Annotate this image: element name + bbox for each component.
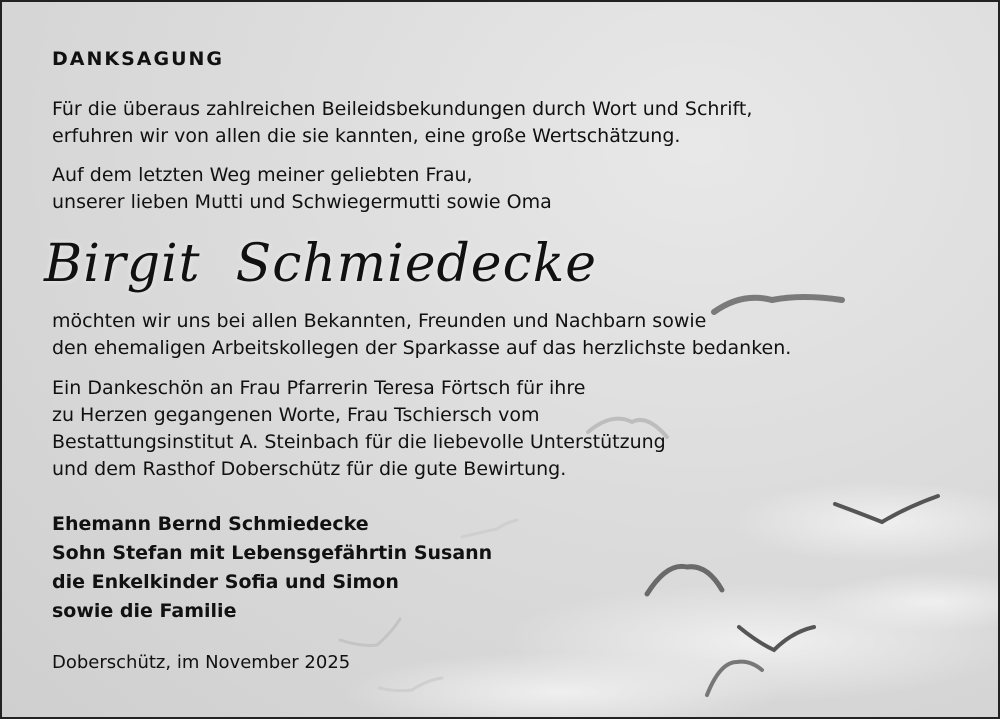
thanks-line: möchten wir uns bei allen Bekannten, Freunden und Nachbarn sowie (52, 310, 707, 332)
intro-line: Für die überaus zahlreichen Beileidsbekundungen durch Wort und Schrift, (52, 98, 753, 120)
mourner-line: sowie die Familie (52, 600, 237, 622)
thanks-paragraph (52, 308, 791, 362)
deceased-name: Birgit Schmiedecke (44, 234, 597, 294)
mourner-line: die Enkelkinder Sofia und Simon (52, 571, 399, 593)
heading: DANKSAGUNG (52, 48, 225, 70)
intro-line: erfuhren wir von allen die sie kannten, eine große Wertschätzung. (52, 125, 681, 147)
place-date: Doberschütz, im November 2025 (52, 652, 351, 673)
relation-paragraph (52, 162, 552, 216)
special-thanks-line: Bestattungsinstitut A. Steinbach für die liebevolle Unterstützung (52, 431, 666, 453)
intro-paragraph (52, 96, 752, 150)
thanks-line: den ehemaligen Arbeitskollegen der Sparkasse auf das herzlichste bedanken. (52, 337, 792, 359)
special-thanks-line: zu Herzen gegangenen Worte, Frau Tschiersch vom (52, 404, 540, 426)
relation-line: unserer lieben Mutti und Schwiegermutti sowie Oma (52, 191, 552, 213)
special-thanks-line: und dem Rasthof Doberschütz für die gute Bewirtung. (52, 458, 567, 480)
special-thanks-line: Ein Dankeschön an Frau Pfarrerin Teresa Förtsch für ihre (52, 377, 586, 399)
mourner-line: Ehemann Bernd Schmiedecke (52, 513, 369, 535)
mourner-line: Sohn Stefan mit Lebensgefährtin Susann (52, 542, 493, 564)
mourners-list (52, 510, 492, 626)
relation-line: Auf dem letzten Weg meiner geliebten Frau, (52, 164, 473, 186)
special-thanks-paragraph (52, 375, 666, 483)
